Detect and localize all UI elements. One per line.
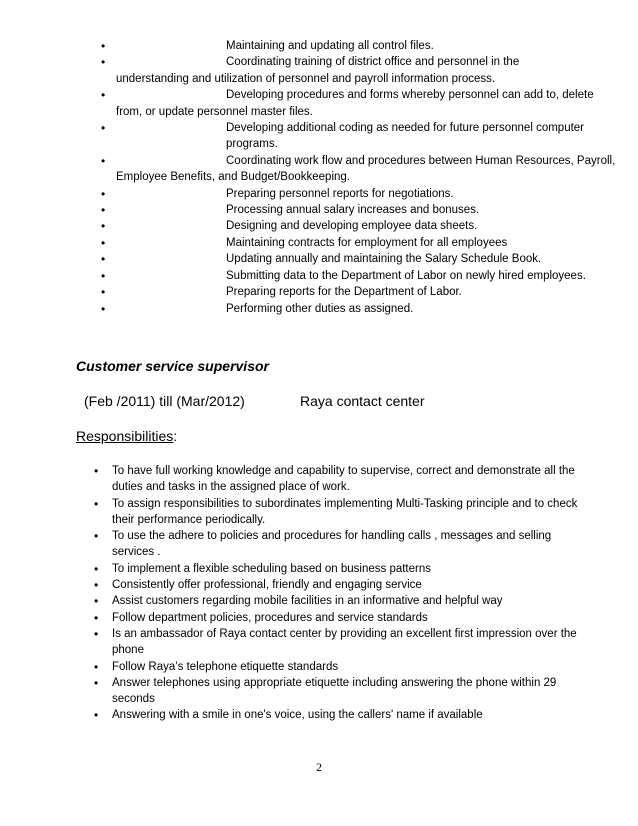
list-item: • Processing annual salary increases and bonuses. [101,203,480,218]
bullet: • [101,268,106,283]
list-item: • Consistently offer professional, friendly and engaging service [94,578,422,593]
list-item: • Developing procedures and forms whereby personnel can add to, delete from, or update personnel master files. [101,88,594,118]
list-item: • Coordinating work flow and procedures between Human Resources, Payroll, Employee Benefits, and Budget/Bookkeeping. [101,153,616,184]
list-item: • Maintaining and updating all control files. [101,39,434,53]
list-item: • Preparing personnel reports for negotiations. [101,186,454,201]
bullet: • [101,88,106,103]
duties-list [0,38,638,317]
bullet: • [94,561,99,576]
list-item: • Developing additional coding as needed for future personnel computer programs. [101,121,585,151]
page-number: 2 [316,760,322,774]
bullet: • [94,626,99,641]
bullet: • [94,496,99,511]
bullet: • [101,235,106,250]
list-item: • Assist customers regarding mobile facilities in an informative and helpful way [94,594,503,609]
list-item: • Answering with a smile in one's voice, using the callers' name if available [94,708,483,723]
bullet: • [101,121,106,136]
list-item: • Designing and developing employee data sheets. [101,219,478,234]
list-item: • To use the adhere to policies and procedures for handling calls , messages and selling services . [94,529,552,559]
list-item: • Is an ambassador of Raya contact center by providing an excellent first impression over the phone [94,626,577,657]
list-item: • Preparing reports for the Department of Labor. [101,285,462,300]
bullet: • [94,659,99,674]
list-item: • Maintaining contracts for employment for all employees [101,235,508,250]
bullet: • [94,610,99,625]
bullet: • [94,464,99,478]
bullet: • [101,55,106,70]
bullet: • [94,594,99,609]
bullet: • [94,708,99,723]
list-item: • Submitting data to the Department of Labor on newly hired employees. [101,268,586,283]
responsibilities-heading-text: Responsibilities [76,428,174,444]
bullet: • [101,186,106,201]
list-item: • To assign responsibilities to subordinates implementing Multi-Tasking principle and to check their performance periodically. [94,496,578,526]
bullet: • [101,153,106,168]
list-item: • Coordinating training of district office and personnel in the understanding and utilization of personnel and payroll information process. [101,55,520,85]
bullet: • [101,301,106,316]
list-item: • Performing other duties as assigned. [101,301,414,316]
bullet: • [94,675,99,690]
bullet: • [94,529,99,544]
list-item: • Follow department policies, procedures and service standards [94,610,428,625]
list-item: • Updating annually and maintaining the Salary Schedule Book. [101,252,542,267]
bullet: • [101,39,106,53]
bullet: • [101,203,106,218]
heading-colon: : [173,428,178,444]
job-title: Customer service supervisor [76,358,269,374]
list-item: • To have full working knowledge and capability to supervise, correct and demonstrate all the duties and tasks in the assigned place of work. [94,464,575,494]
bullet: • [94,578,99,593]
list-item: • Follow Raya’s telephone etiquette standards [94,659,339,674]
list-item: • To implement a flexible scheduling based on business patterns [94,561,431,576]
bullet: • [101,219,106,234]
responsibilities-list [0,463,638,724]
responsibilities-heading [76,428,177,444]
bullet: • [101,252,106,267]
job-company: Raya contact center [300,393,425,409]
list-item: • Answer telephones using appropriate etiquette including answering the phone within 29 seconds [94,675,557,706]
bullet: • [101,285,106,300]
job-period: (Feb /2011) till (Mar/2012) [84,393,245,409]
